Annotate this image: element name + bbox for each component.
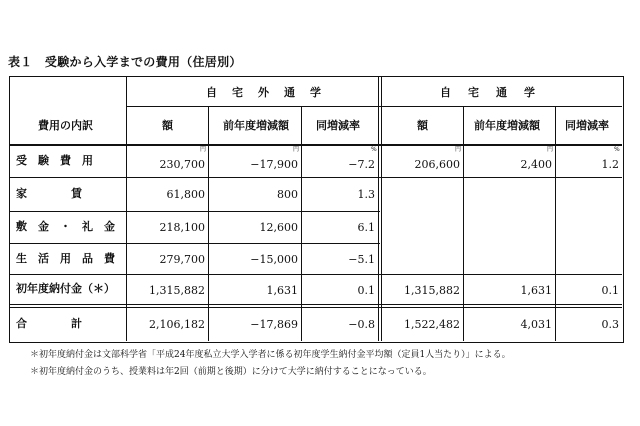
cell-2-1: 12,600 [259,221,298,234]
cell-1-0: 61,800 [166,188,205,201]
group-header-home: 自 宅 通 学 [440,86,538,99]
row-label-tuition: 初年度納付金（＊） [16,282,115,295]
rule-label-col [126,77,127,341]
cell-0-0: 230,700 [159,158,205,171]
cell-4-1: 1,631 [266,284,298,297]
cell-3-1: −15,000 [250,253,298,266]
cell-3-0: 279,700 [159,253,205,266]
unit-yen-2: 円 [293,146,300,153]
unit-percent-2: % [614,146,620,153]
group-header-away: 自 宅 外 通 学 [206,86,323,99]
cell-1-1: 800 [277,188,298,201]
cell-4-4: 1,631 [520,284,552,297]
unit-yen-4: 円 [547,146,554,153]
cell-3-2: −5.1 [348,253,375,266]
rule-col-4 [463,106,464,341]
col-header-change-away: 前年度増減額 [223,119,289,132]
rule-group-bottom [126,106,622,107]
cell-4-5: 0.1 [601,284,619,297]
cell-0-5: 1.2 [601,158,619,171]
cell-0-2: −7.2 [348,158,375,171]
col-header-amount-away: 額 [162,119,173,132]
cell-5-2: −0.8 [348,318,375,331]
cell-0-4: 2,400 [520,158,552,171]
col-header-rate-home: 同増減率 [565,119,609,132]
rule-row-4 [10,274,622,275]
cell-1-2: 1.3 [357,188,375,201]
cell-0-1: −17,900 [250,158,298,171]
cell-5-1: −17,869 [250,318,298,331]
table-title: 表１ 受験から入学までの費用（住居別） [8,55,242,69]
rule-group-split-2 [381,77,382,341]
unit-yen-1: 円 [200,146,207,153]
rule-row-1 [10,177,622,178]
footnote-1: ＊初年度納付金は文部科学省「平成24年度私立大学入学者に係る初年度学生納付金平均額（定員1人当たり）」による。 [30,350,511,360]
cell-2-0: 218,100 [159,221,205,234]
rule-header-bottom-2 [10,145,622,146]
rule-group-split [378,77,379,341]
cell-4-3: 1,315,882 [404,284,460,297]
cell-5-3: 1,522,482 [404,318,460,331]
unit-percent-1: % [371,146,377,153]
rule-col-2 [301,106,302,341]
cell-2-2: 6.1 [357,221,375,234]
col-header-rate-away: 同増減率 [316,119,360,132]
unit-yen-3: 円 [455,146,462,153]
row-label-deposit: 敷 金 ・ 礼 金 [16,220,115,233]
row-label-rent: 家 賃 [16,187,82,200]
cell-4-2: 0.1 [357,284,375,297]
cell-5-5: 0.3 [601,318,619,331]
cost-table [9,76,624,343]
rule-total-top [10,304,622,305]
cell-0-3: 206,600 [414,158,460,171]
footnote-2: ＊初年度納付金のうち、授業料は年2回（前期と後期）に分けて大学に納付することになっている。 [30,367,432,377]
rule-row-3 [10,243,380,244]
cell-5-0: 2,106,182 [149,318,205,331]
cell-4-0: 1,315,882 [149,284,205,297]
rule-row-2 [10,211,380,212]
row-label-exam: 受 験 費 用 [16,154,93,167]
rule-total-top-2 [10,307,622,308]
col-header-amount-home: 額 [417,119,428,132]
rule-col-1 [208,106,209,341]
col-header-change-home: 前年度増減額 [474,119,540,132]
rule-col-5 [555,106,556,341]
row-label-goods: 生 活 用 品 費 [16,252,115,265]
cell-5-4: 4,031 [520,318,552,331]
row-label-total: 合 計 [16,317,82,330]
corner-header: 費用の内訳 [38,119,93,132]
